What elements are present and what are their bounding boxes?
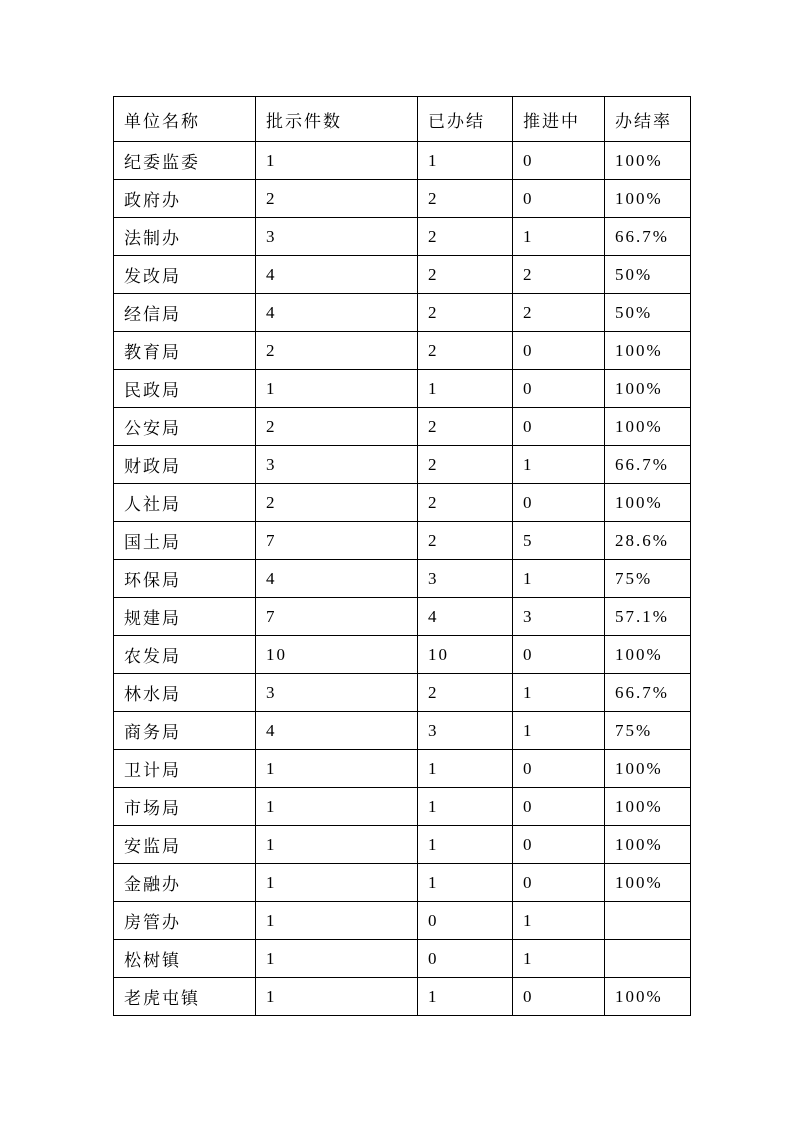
unit-name-cell: 人社局 (114, 484, 256, 522)
value-cell: 0 (513, 332, 605, 370)
value-cell: 3 (513, 598, 605, 636)
value-cell: 2 (513, 256, 605, 294)
value-cell: 0 (418, 902, 513, 940)
value-cell: 2 (418, 446, 513, 484)
table-row (114, 332, 691, 370)
value-cell: 0 (513, 142, 605, 180)
table-row (114, 408, 691, 446)
table-row (114, 712, 691, 750)
column-header: 推进中 (513, 97, 605, 142)
unit-name-cell: 金融办 (114, 864, 256, 902)
value-cell: 28.6% (605, 522, 691, 560)
value-cell: 10 (418, 636, 513, 674)
table-header-row (114, 97, 691, 142)
unit-name-cell: 教育局 (114, 332, 256, 370)
value-cell: 100% (605, 978, 691, 1016)
table-row (114, 142, 691, 180)
table-row (114, 750, 691, 788)
value-cell: 0 (513, 370, 605, 408)
value-cell: 1 (513, 940, 605, 978)
value-cell: 0 (513, 750, 605, 788)
value-cell: 2 (418, 332, 513, 370)
table-row (114, 674, 691, 712)
value-cell: 50% (605, 294, 691, 332)
unit-name-cell: 纪委监委 (114, 142, 256, 180)
table-row (114, 826, 691, 864)
value-cell: 0 (513, 788, 605, 826)
unit-name-cell: 发改局 (114, 256, 256, 294)
unit-name-cell: 松树镇 (114, 940, 256, 978)
value-cell: 0 (418, 940, 513, 978)
value-cell: 0 (513, 408, 605, 446)
unit-name-cell: 环保局 (114, 560, 256, 598)
value-cell: 1 (256, 902, 418, 940)
unit-name-cell: 市场局 (114, 788, 256, 826)
unit-name-cell: 商务局 (114, 712, 256, 750)
unit-name-cell: 卫计局 (114, 750, 256, 788)
value-cell: 1 (418, 142, 513, 180)
table-row (114, 598, 691, 636)
unit-name-cell: 规建局 (114, 598, 256, 636)
value-cell: 1 (418, 370, 513, 408)
value-cell (605, 902, 691, 940)
value-cell: 1 (256, 826, 418, 864)
value-cell: 1 (256, 940, 418, 978)
value-cell: 2 (256, 484, 418, 522)
value-cell: 1 (418, 826, 513, 864)
table-row (114, 218, 691, 256)
unit-statistics-table (113, 96, 691, 1016)
value-cell: 1 (256, 370, 418, 408)
value-cell: 0 (513, 180, 605, 218)
value-cell: 100% (605, 142, 691, 180)
table-row (114, 484, 691, 522)
value-cell: 0 (513, 864, 605, 902)
unit-name-cell: 政府办 (114, 180, 256, 218)
value-cell: 66.7% (605, 446, 691, 484)
value-cell: 100% (605, 332, 691, 370)
unit-name-cell: 公安局 (114, 408, 256, 446)
value-cell: 1 (513, 446, 605, 484)
value-cell: 100% (605, 180, 691, 218)
value-cell: 1 (513, 560, 605, 598)
table-row (114, 788, 691, 826)
unit-name-cell: 经信局 (114, 294, 256, 332)
unit-name-cell: 民政局 (114, 370, 256, 408)
value-cell: 1 (256, 750, 418, 788)
value-cell (605, 940, 691, 978)
value-cell: 100% (605, 826, 691, 864)
value-cell: 66.7% (605, 218, 691, 256)
value-cell: 4 (256, 294, 418, 332)
table-row (114, 636, 691, 674)
value-cell: 3 (256, 218, 418, 256)
table-row (114, 978, 691, 1016)
value-cell: 10 (256, 636, 418, 674)
value-cell: 75% (605, 560, 691, 598)
unit-name-cell: 老虎屯镇 (114, 978, 256, 1016)
value-cell: 100% (605, 864, 691, 902)
value-cell: 1 (418, 864, 513, 902)
table-row (114, 940, 691, 978)
value-cell: 2 (256, 332, 418, 370)
value-cell: 4 (256, 712, 418, 750)
value-cell: 1 (256, 864, 418, 902)
value-cell: 1 (418, 750, 513, 788)
value-cell: 2 (418, 218, 513, 256)
unit-name-cell: 农发局 (114, 636, 256, 674)
value-cell: 100% (605, 636, 691, 674)
value-cell: 2 (256, 408, 418, 446)
value-cell: 57.1% (605, 598, 691, 636)
value-cell: 3 (256, 446, 418, 484)
value-cell: 1 (256, 978, 418, 1016)
value-cell: 4 (256, 560, 418, 598)
value-cell: 1 (418, 788, 513, 826)
value-cell: 2 (418, 180, 513, 218)
value-cell: 3 (418, 560, 513, 598)
unit-name-cell: 林水局 (114, 674, 256, 712)
value-cell: 1 (513, 218, 605, 256)
value-cell: 2 (513, 294, 605, 332)
value-cell: 2 (418, 294, 513, 332)
value-cell: 4 (418, 598, 513, 636)
column-header: 单位名称 (114, 97, 256, 142)
value-cell: 1 (256, 142, 418, 180)
value-cell: 2 (418, 522, 513, 560)
value-cell: 5 (513, 522, 605, 560)
table-row (114, 560, 691, 598)
value-cell: 1 (513, 902, 605, 940)
value-cell: 75% (605, 712, 691, 750)
table-row (114, 180, 691, 218)
value-cell: 2 (418, 408, 513, 446)
value-cell: 1 (418, 978, 513, 1016)
table-row (114, 294, 691, 332)
value-cell: 100% (605, 788, 691, 826)
table-row (114, 370, 691, 408)
table-row (114, 902, 691, 940)
table-row (114, 864, 691, 902)
value-cell: 4 (256, 256, 418, 294)
value-cell: 1 (256, 788, 418, 826)
value-cell: 2 (418, 674, 513, 712)
value-cell: 100% (605, 484, 691, 522)
unit-name-cell: 安监局 (114, 826, 256, 864)
column-header: 办结率 (605, 97, 691, 142)
table-row (114, 446, 691, 484)
value-cell: 7 (256, 522, 418, 560)
unit-name-cell: 法制办 (114, 218, 256, 256)
unit-name-cell: 财政局 (114, 446, 256, 484)
value-cell: 100% (605, 750, 691, 788)
column-header: 已办结 (418, 97, 513, 142)
value-cell: 66.7% (605, 674, 691, 712)
value-cell: 3 (418, 712, 513, 750)
value-cell: 0 (513, 636, 605, 674)
value-cell: 2 (418, 484, 513, 522)
value-cell: 100% (605, 370, 691, 408)
value-cell: 1 (513, 674, 605, 712)
unit-name-cell: 国土局 (114, 522, 256, 560)
value-cell: 0 (513, 484, 605, 522)
value-cell: 0 (513, 978, 605, 1016)
value-cell: 100% (605, 408, 691, 446)
table-body (114, 142, 691, 1016)
column-header: 批示件数 (256, 97, 418, 142)
value-cell: 2 (256, 180, 418, 218)
table-row (114, 522, 691, 560)
value-cell: 7 (256, 598, 418, 636)
value-cell: 3 (256, 674, 418, 712)
unit-name-cell: 房管办 (114, 902, 256, 940)
table-row (114, 256, 691, 294)
value-cell: 2 (418, 256, 513, 294)
value-cell: 50% (605, 256, 691, 294)
value-cell: 0 (513, 826, 605, 864)
value-cell: 1 (513, 712, 605, 750)
